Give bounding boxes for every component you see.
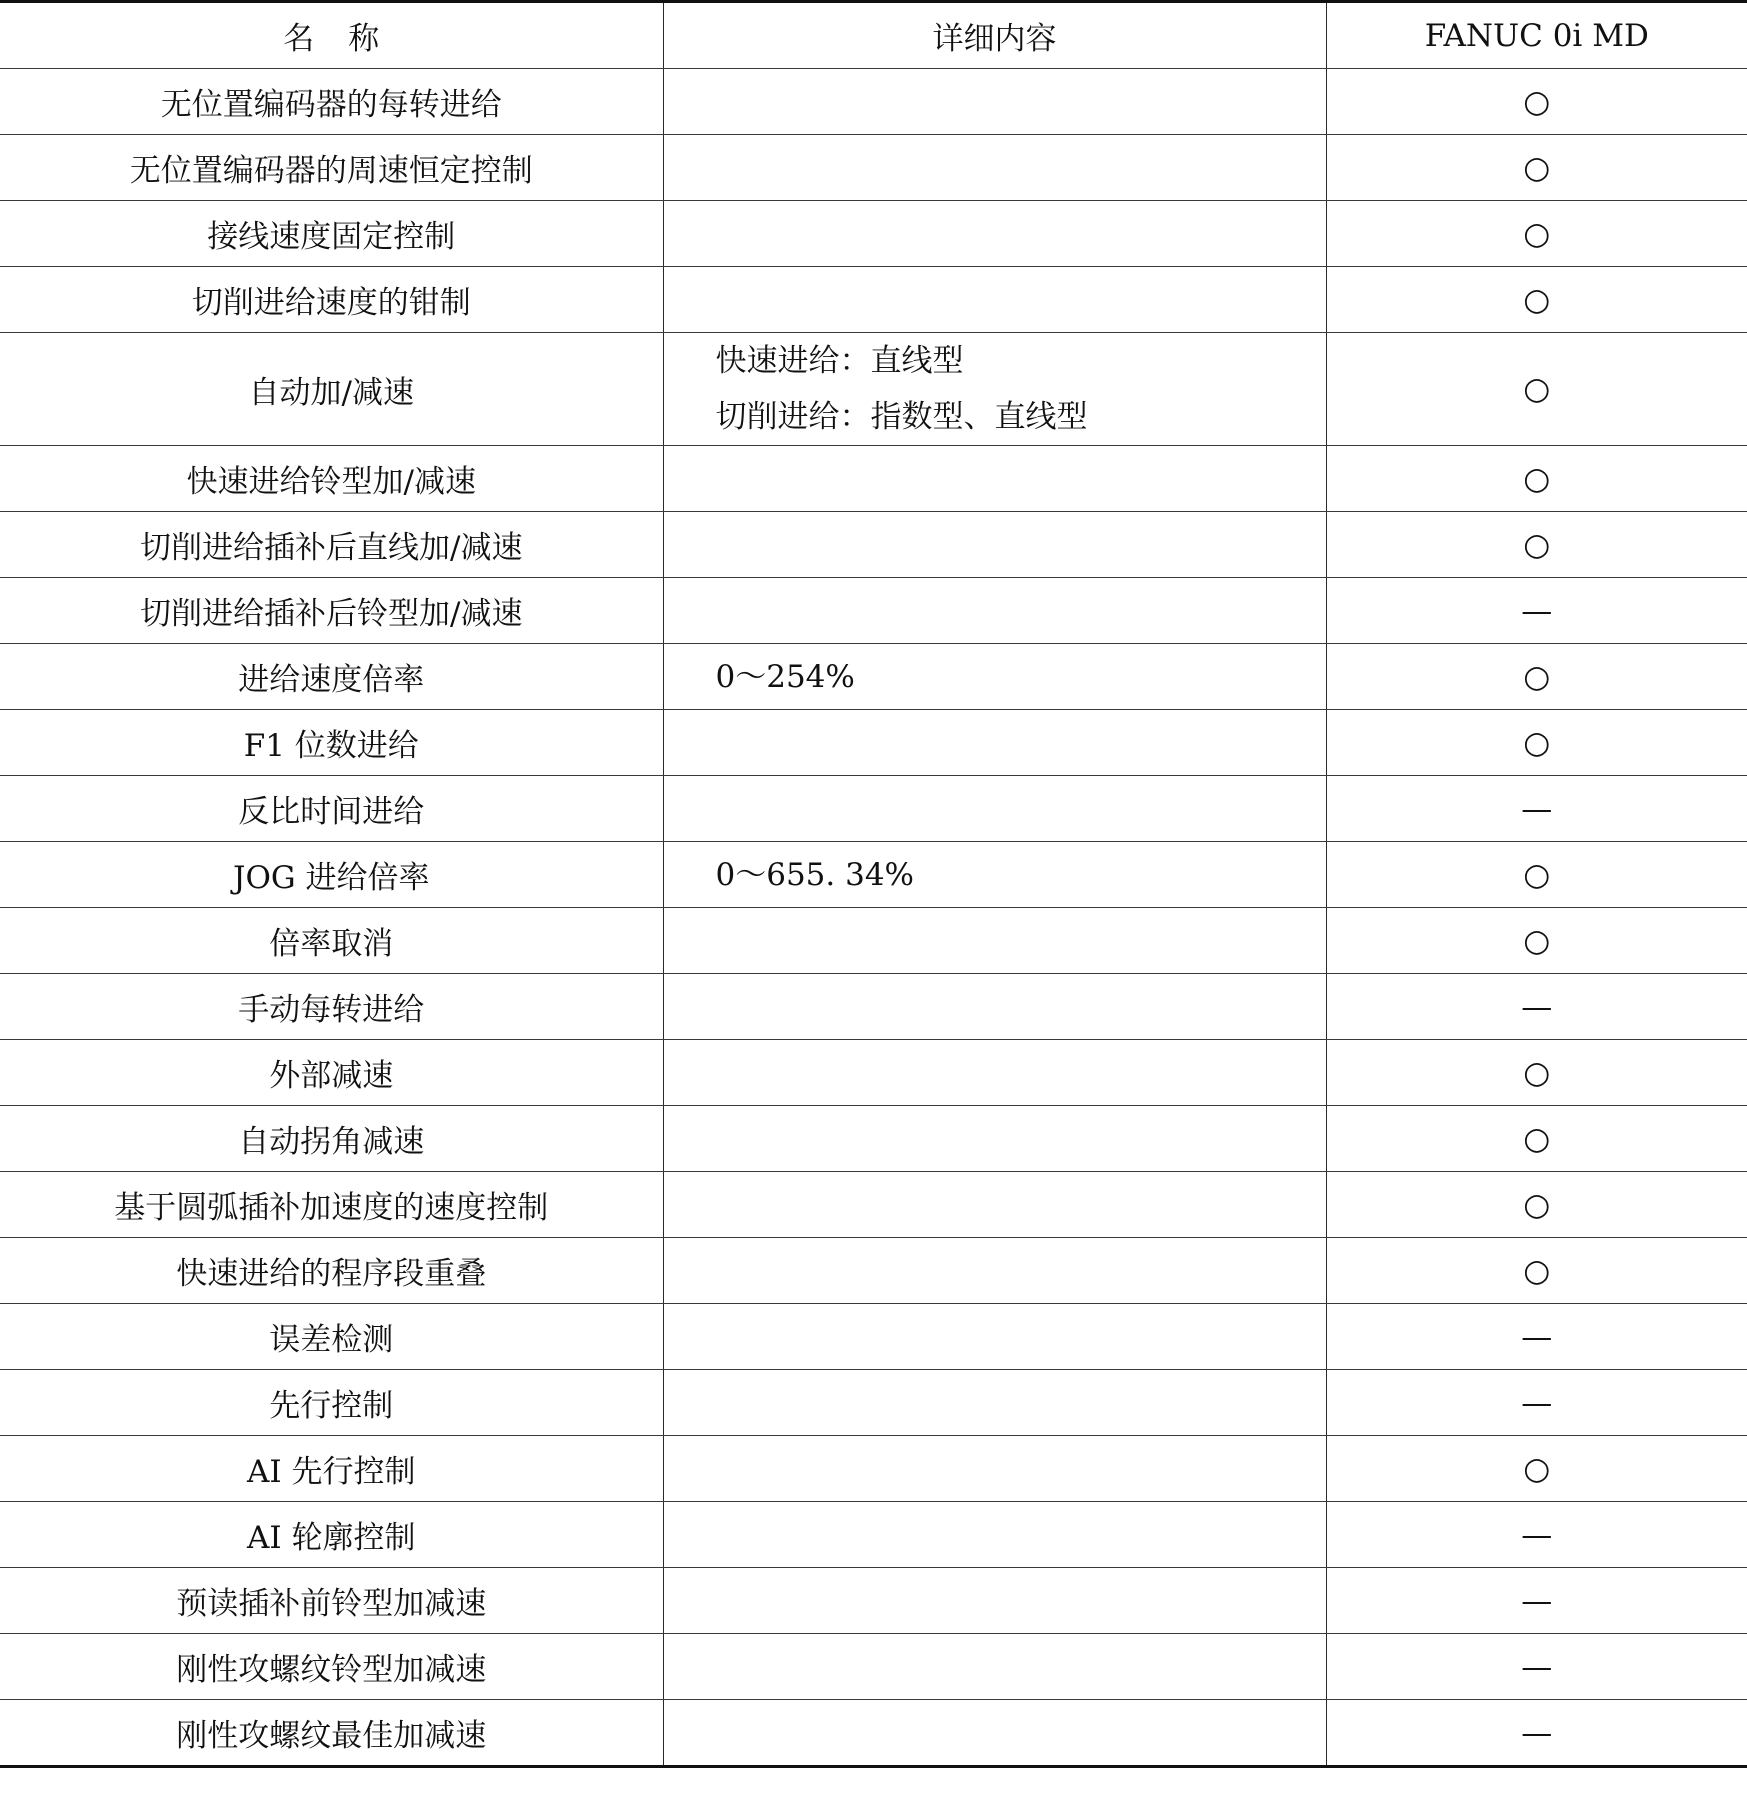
supported-mark: ○ bbox=[1326, 908, 1747, 974]
feature-name-cell: 反比时间进给 bbox=[0, 776, 663, 842]
table-row bbox=[0, 1436, 1747, 1502]
table-row bbox=[0, 842, 1747, 908]
feature-detail-cell bbox=[663, 512, 1326, 578]
unsupported-mark: — bbox=[1326, 1634, 1747, 1700]
feature-name-cell: 切削进给速度的钳制 bbox=[0, 267, 663, 333]
table-row bbox=[0, 267, 1747, 333]
feature-name-cell: F1 位数进给 bbox=[0, 710, 663, 776]
table-row bbox=[0, 1304, 1747, 1370]
feature-detail-cell bbox=[663, 974, 1326, 1040]
supported-mark: ○ bbox=[1326, 1106, 1747, 1172]
supported-mark: ○ bbox=[1326, 710, 1747, 776]
supported-mark: ○ bbox=[1326, 644, 1747, 710]
table-row bbox=[0, 644, 1747, 710]
feature-detail-cell bbox=[663, 69, 1326, 135]
unsupported-mark: — bbox=[1326, 1568, 1747, 1634]
feature-name-cell: 刚性攻螺纹最佳加减速 bbox=[0, 1700, 663, 1767]
supported-mark: ○ bbox=[1326, 333, 1747, 446]
unsupported-mark: — bbox=[1326, 578, 1747, 644]
supported-mark: ○ bbox=[1326, 1436, 1747, 1502]
table-row bbox=[0, 512, 1747, 578]
supported-mark: ○ bbox=[1326, 1238, 1747, 1304]
feature-name-cell: 接线速度固定控制 bbox=[0, 201, 663, 267]
feature-detail-cell bbox=[663, 644, 1326, 710]
feature-detail-cell bbox=[663, 1238, 1326, 1304]
supported-mark: ○ bbox=[1326, 1172, 1747, 1238]
feature-name-cell: 快速进给铃型加/减速 bbox=[0, 446, 663, 512]
feature-detail-cell bbox=[663, 1700, 1326, 1767]
feature-detail-cell bbox=[663, 578, 1326, 644]
table-row bbox=[0, 776, 1747, 842]
column-header-model: FANUC 0i MD bbox=[1326, 2, 1747, 69]
table-row bbox=[0, 1370, 1747, 1436]
table-row bbox=[0, 1634, 1747, 1700]
table-row bbox=[0, 1106, 1747, 1172]
feature-name-cell: 切削进给插补后铃型加/减速 bbox=[0, 578, 663, 644]
table-row bbox=[0, 333, 1747, 446]
table-row bbox=[0, 1568, 1747, 1634]
table-row bbox=[0, 135, 1747, 201]
feature-detail-cell bbox=[663, 446, 1326, 512]
feature-name-cell: 预读插补前铃型加减速 bbox=[0, 1568, 663, 1634]
table-row bbox=[0, 201, 1747, 267]
feature-detail-cell bbox=[663, 710, 1326, 776]
feature-name-cell: 无位置编码器的周速恒定控制 bbox=[0, 135, 663, 201]
table-row bbox=[0, 1700, 1747, 1767]
feature-detail-cell bbox=[663, 1634, 1326, 1700]
feature-name-cell: 手动每转进给 bbox=[0, 974, 663, 1040]
feature-detail-cell bbox=[663, 908, 1326, 974]
supported-mark: ○ bbox=[1326, 512, 1747, 578]
feature-name-cell: AI 先行控制 bbox=[0, 1436, 663, 1502]
table-row bbox=[0, 908, 1747, 974]
feature-detail-cell bbox=[663, 776, 1326, 842]
unsupported-mark: — bbox=[1326, 1370, 1747, 1436]
feature-name-cell: 误差检测 bbox=[0, 1304, 663, 1370]
unsupported-mark: — bbox=[1326, 974, 1747, 1040]
table-row bbox=[0, 446, 1747, 512]
feature-detail-cell bbox=[663, 1568, 1326, 1634]
unsupported-mark: — bbox=[1326, 1304, 1747, 1370]
detail-line: 切削进给：指数型、直线型 bbox=[715, 399, 1088, 435]
detail-line: 0～655. 34% bbox=[715, 856, 915, 893]
table-row bbox=[0, 1238, 1747, 1304]
feature-name-cell: 快速进给的程序段重叠 bbox=[0, 1238, 663, 1304]
feature-detail-cell bbox=[663, 135, 1326, 201]
table-body bbox=[0, 2, 1747, 1767]
feature-name-cell: 进给速度倍率 bbox=[0, 644, 663, 710]
feature-detail-cell bbox=[663, 1106, 1326, 1172]
feature-name-cell: 外部减速 bbox=[0, 1040, 663, 1106]
feature-detail-cell bbox=[663, 1436, 1326, 1502]
feature-detail-cell bbox=[663, 1040, 1326, 1106]
supported-mark: ○ bbox=[1326, 267, 1747, 333]
detail-line: 快速进给：直线型 bbox=[715, 343, 964, 379]
feature-name-cell: 倍率取消 bbox=[0, 908, 663, 974]
unsupported-mark: — bbox=[1326, 1700, 1747, 1767]
feature-name-cell: 自动拐角减速 bbox=[0, 1106, 663, 1172]
feature-name-cell: JOG 进给倍率 bbox=[0, 842, 663, 908]
feature-name-cell: AI 轮廓控制 bbox=[0, 1502, 663, 1568]
feature-detail-cell bbox=[663, 267, 1326, 333]
table-row bbox=[0, 1502, 1747, 1568]
feature-detail-cell bbox=[663, 333, 1326, 446]
feature-detail-cell bbox=[663, 1502, 1326, 1568]
column-header-name: 名称 bbox=[0, 2, 663, 69]
supported-mark: ○ bbox=[1326, 135, 1747, 201]
table-row bbox=[0, 974, 1747, 1040]
table-row bbox=[0, 69, 1747, 135]
supported-mark: ○ bbox=[1326, 1040, 1747, 1106]
feature-detail-cell bbox=[663, 201, 1326, 267]
feature-name-cell: 切削进给插补后直线加/减速 bbox=[0, 512, 663, 578]
feature-name-cell: 刚性攻螺纹铃型加减速 bbox=[0, 1634, 663, 1700]
feature-name-cell: 基于圆弧插补加速度的速度控制 bbox=[0, 1172, 663, 1238]
table-row bbox=[0, 578, 1747, 644]
table-row bbox=[0, 1040, 1747, 1106]
supported-mark: ○ bbox=[1326, 446, 1747, 512]
feature-detail-cell bbox=[663, 842, 1326, 908]
column-header-detail: 详细内容 bbox=[663, 2, 1326, 69]
table-row bbox=[0, 1172, 1747, 1238]
supported-mark: ○ bbox=[1326, 201, 1747, 267]
header-row bbox=[0, 2, 1747, 69]
feature-detail-cell bbox=[663, 1172, 1326, 1238]
unsupported-mark: — bbox=[1326, 776, 1747, 842]
feature-name-cell: 无位置编码器的每转进给 bbox=[0, 69, 663, 135]
supported-mark: ○ bbox=[1326, 842, 1747, 908]
table-row bbox=[0, 710, 1747, 776]
unsupported-mark: — bbox=[1326, 1502, 1747, 1568]
feature-detail-cell bbox=[663, 1304, 1326, 1370]
feature-name-cell: 自动加/减速 bbox=[0, 333, 663, 446]
feature-detail-cell bbox=[663, 1370, 1326, 1436]
detail-line: 0～254% bbox=[715, 658, 855, 695]
supported-mark: ○ bbox=[1326, 69, 1747, 135]
feature-name-cell: 先行控制 bbox=[0, 1370, 663, 1436]
